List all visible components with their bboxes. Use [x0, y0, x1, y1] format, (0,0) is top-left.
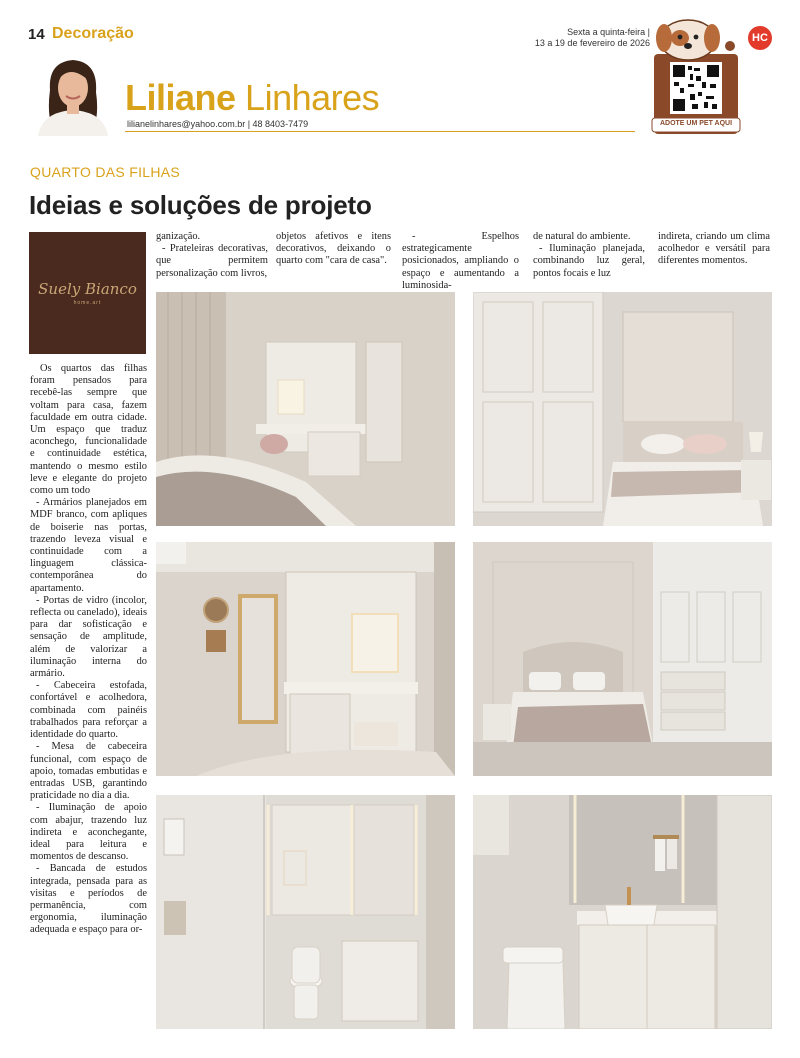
text-column-1 — [30, 363, 147, 937]
bathroom-photo-1 — [156, 795, 455, 1029]
paragraph: objetos afetivos e itens decorativos, deixando o quarto com "cara de casa". — [276, 231, 391, 267]
author-first-name: Liliane — [125, 77, 236, 118]
text-column-6 — [658, 231, 770, 268]
bedroom-photo-mirror — [156, 542, 455, 776]
designer-logo-sub: home.art — [73, 300, 102, 306]
text-column-4 — [402, 231, 519, 292]
paragraph: - Portas de vidro (incolor, reflecta ou canelado), ideais para dar sofisticação e sensação de amplitude, além de valorizar a iluminação interna do armário. — [30, 594, 147, 680]
paragraph: - Bancada de estudos integrada, pensada para as visitas e períodos de permanência, com ergonomia, iluminação adequada e espaço para or- — [30, 863, 147, 936]
header-divider — [125, 131, 635, 132]
designer-logo-name: Suely Bianco — [38, 280, 137, 298]
paragraph: - Iluminação planejada, combinando luz geral, pontos focais e luz — [533, 243, 645, 279]
paragraph: - Armários planejados em MDF branco, com apliques de boiserie nas portas, trazendo leveza visual e continuidade com a linguagem clássica-contemporânea do apartamento. — [30, 497, 147, 594]
text-column-3 — [276, 231, 391, 268]
paragraph: ganização. — [156, 231, 201, 242]
author-contact: lilianelinhares@yahoo.com.br | 48 8403-7479 — [127, 119, 309, 129]
brand-logo: HC — [748, 26, 772, 50]
article-kicker: QUARTO DAS FILHAS — [30, 164, 181, 180]
paragraph: - Mesa de cabeceira funcional, com espaço de apoio, tomadas embutidas e entradas USB, garantindo praticidade no dia a dia. — [30, 741, 147, 802]
paragraph: - Cabeceira estofada, confortável e acolhedora, combinada com painéis trabalhados para reforçar a identidade do quarto. — [30, 680, 147, 741]
bedroom-photo-wardrobe — [473, 292, 772, 526]
adopt-pet-label: ADOTE UM PET AQUI — [659, 120, 733, 127]
text-column-5 — [533, 231, 645, 280]
bathroom-photo-2 — [473, 795, 772, 1029]
paragraph: - Espelhos estrategicamente posicionados, ampliando o espaço e aumentando a luminosida- — [402, 231, 519, 291]
author-last-name: Linhares — [245, 77, 380, 118]
page-number: 14 — [28, 26, 45, 43]
paragraph: de natural do ambiente. — [533, 231, 631, 242]
bedroom-photo-bed — [473, 542, 772, 776]
author-photo — [30, 50, 116, 136]
designer-logo — [29, 232, 146, 354]
article-headline: Ideias e soluções de projeto — [29, 190, 372, 220]
paragraph: - Prateleiras decorativas, que permitem personalização com livros, — [156, 243, 268, 279]
paragraph: - Iluminação de apoio com abajur, trazendo luz indireta e aconchegante, ideal para leitura e momentos de descanso. — [30, 802, 147, 863]
text-column-2 — [156, 231, 268, 280]
paragraph: Os quartos das filhas foram pensados para recebê-las sempre que voltam para casa, fazem faculdade em outra cidade. Um espaço que traduz aconchego, funcionalidade e continuidade estética, mantendo o mesmo estilo leve e elegante do projeto como um todo — [30, 363, 147, 497]
author-name — [125, 78, 379, 118]
section-title: Decoração — [52, 25, 134, 42]
date-line-2: 13 a 19 de fevereiro de 2026 — [534, 38, 650, 48]
paragraph: indireta, criando um clima acolhedor e versátil para diferentes momentos. — [658, 231, 770, 267]
bedroom-photo-vanity — [156, 292, 455, 526]
date-line-1: Sexta a quinta-feira | — [567, 27, 650, 37]
adopt-pet-ad[interactable] — [650, 16, 742, 140]
